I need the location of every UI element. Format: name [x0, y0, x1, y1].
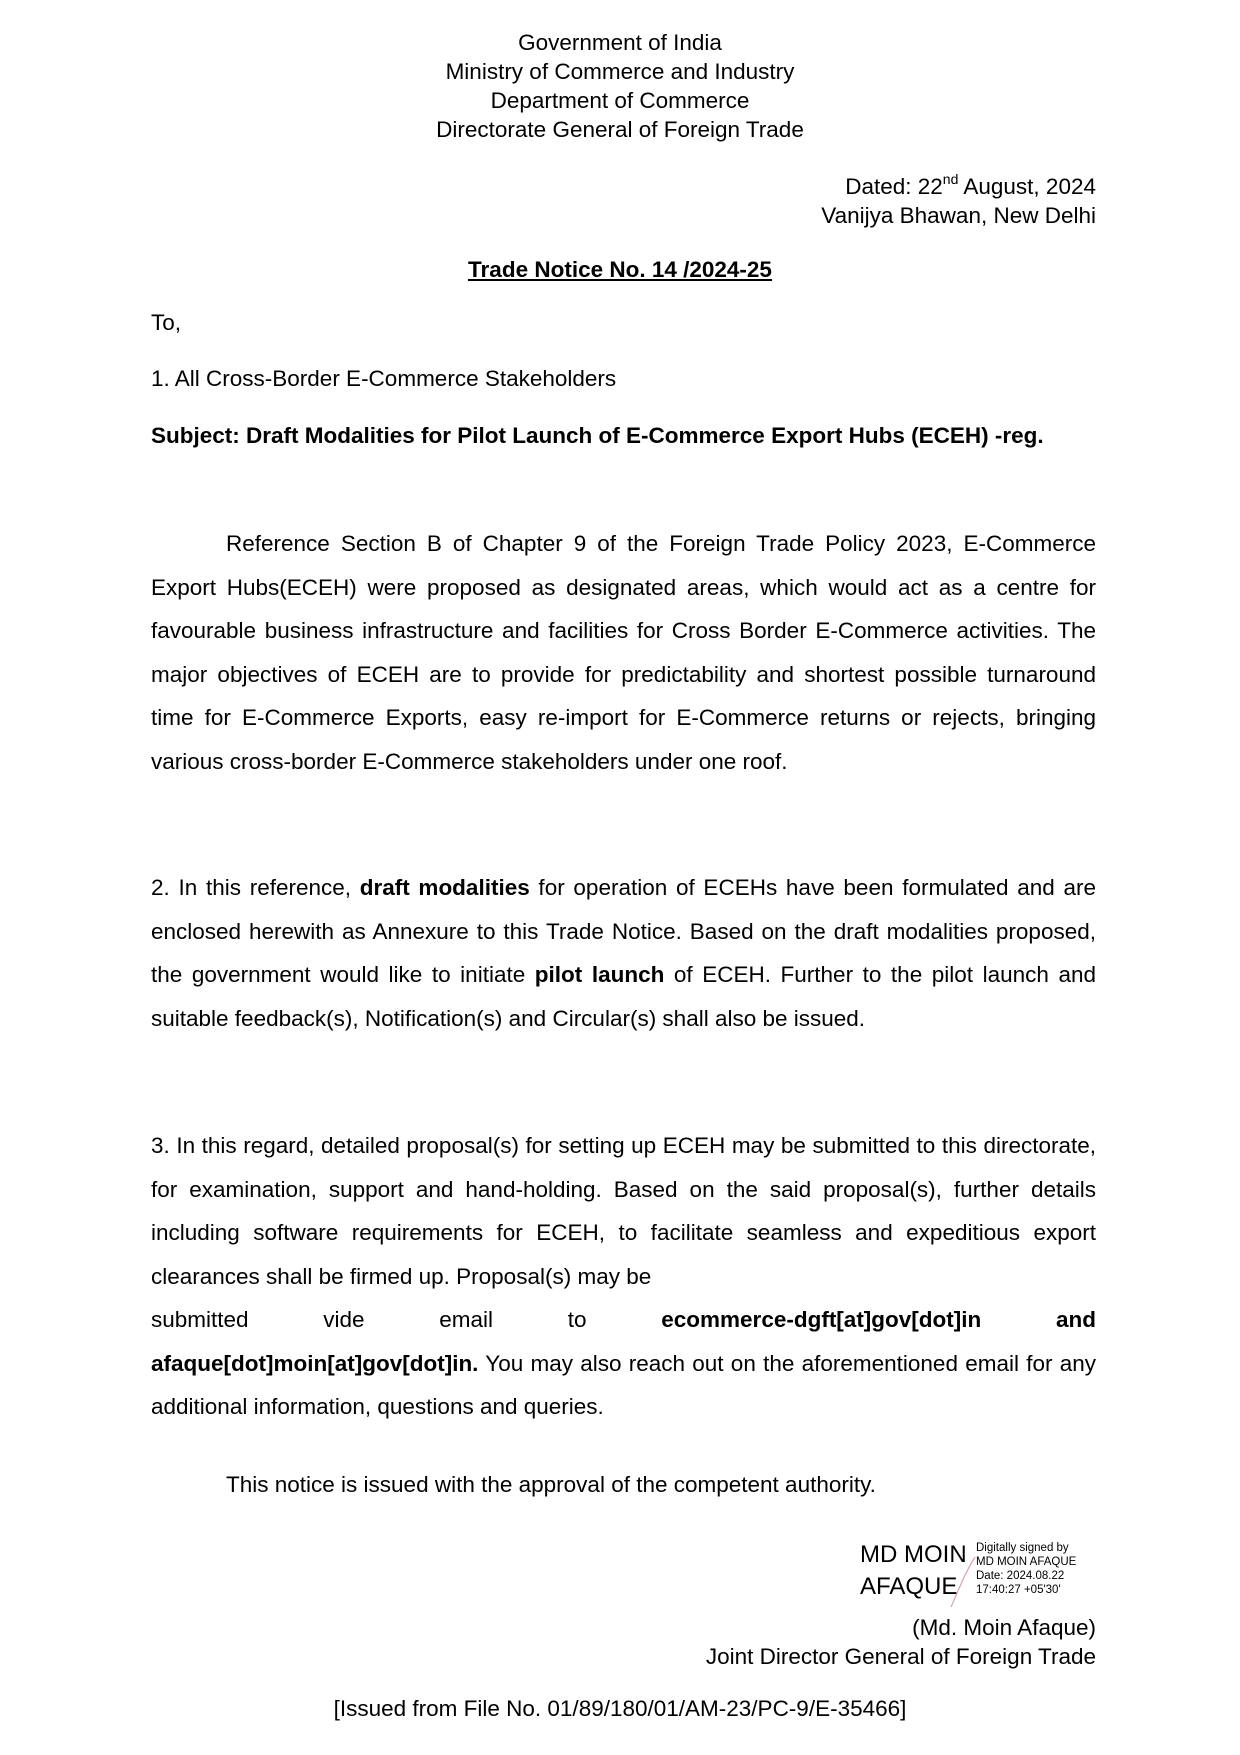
para3-text-b-wrap [151, 1342, 1096, 1429]
paragraph-3 [151, 1124, 1096, 1429]
dateline [821, 172, 1096, 230]
govt-header [0, 28, 1240, 144]
signature-meta-line: Date: 2024.08.22 [976, 1570, 1065, 1582]
date-line [821, 172, 1096, 201]
para3-word: email [439, 1307, 494, 1332]
date-label: Dated: 22 [845, 174, 943, 199]
signature-meta-line: 17:40:27 +05'30' [976, 1584, 1061, 1596]
para2-text-a: 2. In this reference, [151, 875, 360, 900]
signatory-designation: Joint Director General of Foreign Trade [705, 1644, 1096, 1669]
signature-name-line-2: AFAQUE [860, 1573, 958, 1600]
signatory-block [706, 1613, 1096, 1671]
para3-text-b: You may also reach out on the aforementioned email for any additional information, questions and queries. [151, 1350, 1096, 1419]
paragraph-1: Reference Section B of Chapter 9 of the Foreign Trade Policy 2023, E-Commerce Export Hubs(ECEH) were proposed as designated areas, which would act as a centre for favourable business infrastructure and facilities for Cross Border E-Commerce activities. The major objectives of ECEH are to provide for predictability and shortest possible turnaround time for E-Commerce Exports, easy re-import for E-Commerce returns or rejects, bringing various cross-border E-Commerce stakeholders under one roof. [151, 531, 1096, 774]
signature-metadata [976, 1541, 1076, 1597]
para3-word-and: and [1055, 1307, 1096, 1332]
notice-title-wrap [0, 255, 1240, 284]
approval-line: This notice is issued with the approval of the competent authority. [226, 1472, 876, 1497]
notice-title: Trade Notice No. 14 /2024-25 [468, 257, 772, 282]
subject-line: Subject: Draft Modalities for Pilot Launch of E-Commerce Export Hubs (ECEH) -reg. [151, 423, 1044, 448]
para2-text-b: for operation of ECEHs have been formulated and are enclosed herewith as Annexure to this Trade Notice. Based on the draft modalities proposed, the government would like to initiate [151, 875, 1096, 987]
para3-word: to [567, 1307, 587, 1332]
place-line: Vanijya Bhawan, New Delhi [821, 203, 1096, 228]
date-suffix: nd [942, 170, 959, 187]
file-reference: [Issued from File No. 01/89/180/01/AM-23/PC-9/E-35466] [333, 1696, 907, 1721]
signatory-name: (Md. Moin Afaque) [912, 1615, 1096, 1640]
para3-word: submitted [151, 1307, 249, 1332]
digital-signature [860, 1535, 1100, 1607]
para2-text-c: of ECEH. Further to the pilot launch and suitable feedback(s), Notification(s) and Circular(s) shall also be issued. [151, 962, 1096, 1031]
recipient-line: 1. All Cross-Border E-Commerce Stakeholders [151, 366, 617, 391]
signature-meta-line: Digitally signed by [976, 1542, 1069, 1554]
signature-meta-line: MD MOIN AFAQUE [976, 1556, 1077, 1568]
paragraph-2 [151, 866, 1096, 1040]
header-line-government: Government of India [518, 30, 722, 55]
para3-text-a: 3. In this regard, detailed proposal(s) for setting up ECEH may be submitted to this directorate, for examination, support and hand-holding. Based on the said proposal(s), further details including software requirements for ECEH, to facilitate seamless and expeditious export clearances shall be firmed up. Proposal(s) may be [151, 1133, 1096, 1289]
para3-word: vide [323, 1307, 365, 1332]
email-address-2: afaque[dot]moin[at]gov[dot]in. [151, 1350, 479, 1376]
para2-bold-draft-modalities: draft modalities [359, 875, 530, 900]
email-address-1: ecommerce-dgft[at]gov[dot]in [661, 1307, 982, 1332]
para2-bold-pilot-launch: pilot launch [534, 962, 665, 987]
signature-name-line-1: MD MOIN [860, 1541, 967, 1568]
email-line [151, 1298, 1096, 1342]
salutation: To, [151, 310, 182, 335]
header-line-department: Department of Commerce [490, 88, 750, 113]
header-line-directorate: Directorate General of Foreign Trade [436, 117, 804, 142]
header-line-ministry: Ministry of Commerce and Industry [445, 59, 795, 84]
date-rest: August, 2024 [958, 174, 1096, 199]
